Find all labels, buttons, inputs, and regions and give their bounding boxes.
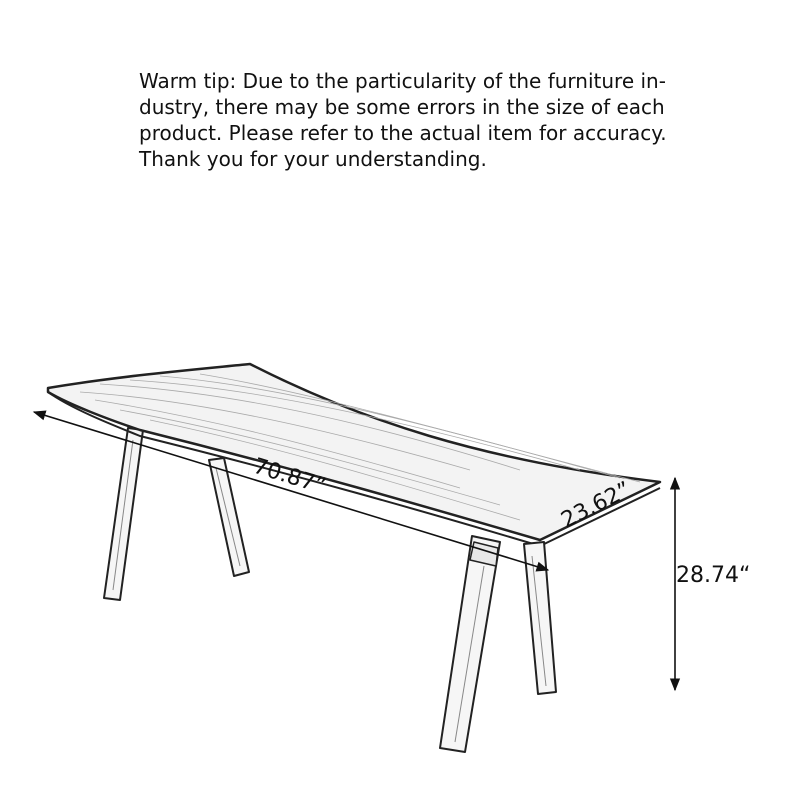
front-left-leg xyxy=(440,536,500,752)
warm-tip-line-2: dustry, there may be some errors in the size of each xyxy=(139,95,665,119)
warm-tip-line-4: Thank you for your understanding. xyxy=(139,147,487,171)
width-label: 23.62” xyxy=(557,477,636,534)
bench-illustration xyxy=(48,364,660,752)
warm-tip-line-1: Warm tip: Due to the particularity of the furniture in- xyxy=(139,69,666,93)
height-label: 28.74“ xyxy=(676,563,751,588)
length-label: 70.87” xyxy=(250,453,329,500)
warm-tip-line-3: product. Please refer to the actual item for accuracy. xyxy=(139,121,667,145)
